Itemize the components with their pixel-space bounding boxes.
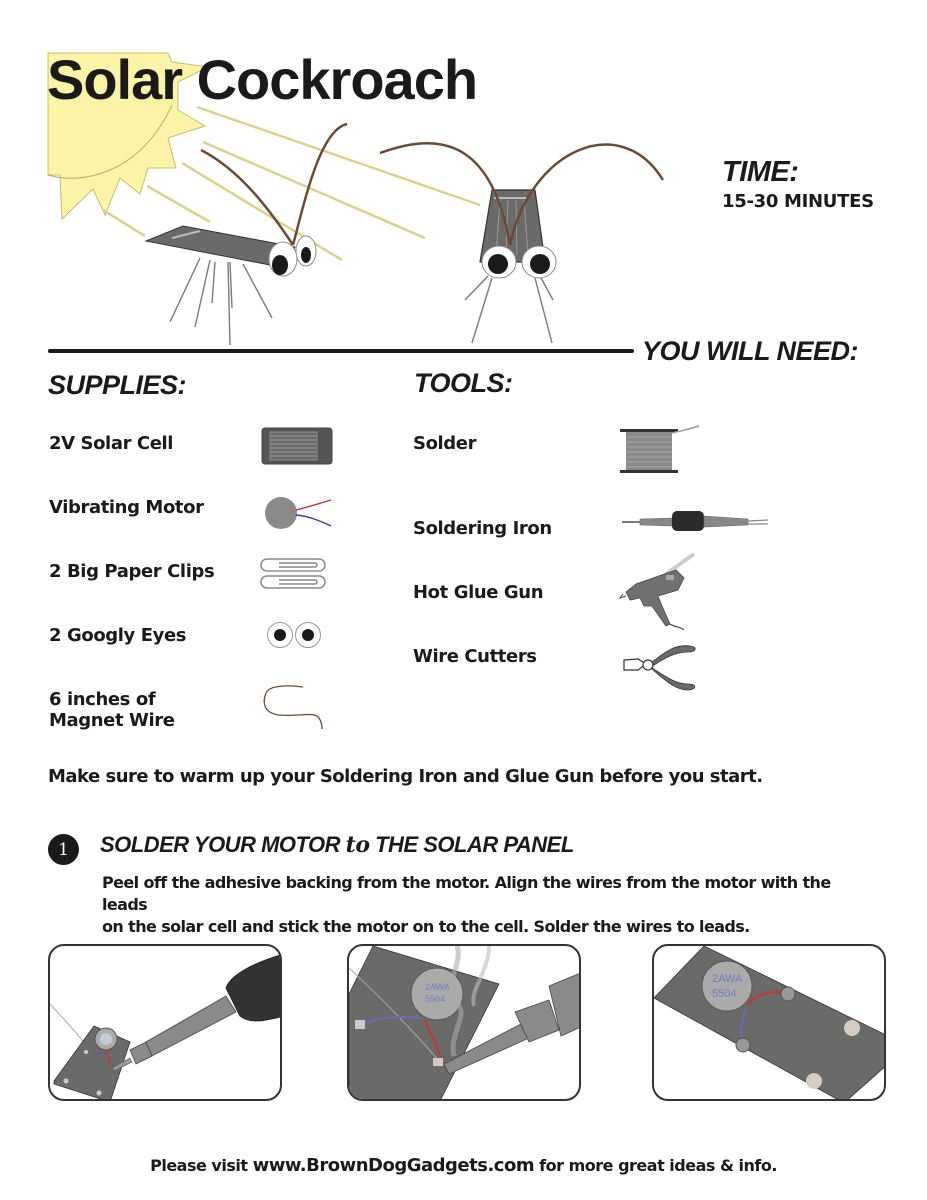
supply-label-magnet-wire-line2: Magnet Wire xyxy=(49,710,175,731)
supply-label-solar-cell: 2V Solar Cell xyxy=(49,433,174,454)
warmup-note: Make sure to warm up your Soldering Iron and Glue Gun before you start. xyxy=(48,766,763,787)
wire-cutters-icon xyxy=(620,640,700,692)
cockroach-front-icon xyxy=(380,143,663,343)
you-will-need-heading: YOU WILL NEED: xyxy=(642,336,859,366)
step-panel-3 xyxy=(652,944,886,1101)
paper-clips-icon xyxy=(259,556,329,592)
step-panel-1 xyxy=(48,944,282,1101)
soldering-motor-illustration xyxy=(349,946,581,1101)
footer-link-www[interactable]: www. xyxy=(252,1155,307,1176)
time-value: 15-30 MINUTES xyxy=(722,191,874,212)
tool-label-wire-cutters: Wire Cutters xyxy=(413,646,537,667)
footer-link-brand[interactable]: BrownDogGadgets xyxy=(306,1155,488,1176)
solar-cell-icon xyxy=(261,427,333,465)
step-description-line2: on the solar cell and stick the motor on to the cell. Solder the wires to leads. xyxy=(102,917,750,936)
step-title-part2: THE SOLAR PANEL xyxy=(369,832,574,857)
soldering-overview-illustration xyxy=(50,946,282,1101)
supplies-heading: SUPPLIES: xyxy=(48,370,187,400)
step-number-badge xyxy=(48,834,79,865)
tool-label-glue-gun: Hot Glue Gun xyxy=(413,582,544,603)
step-description xyxy=(102,872,862,938)
tool-label-soldering-iron: Soldering Iron xyxy=(413,518,552,539)
step-number: 1 xyxy=(58,839,69,860)
motor-label-line2: 5504 xyxy=(425,994,446,1004)
cockroach-side-icon xyxy=(146,124,347,345)
solder-spool-icon xyxy=(618,425,702,477)
footer-prefix: Please visit xyxy=(150,1156,253,1175)
footer-suffix: for more great ideas & info. xyxy=(534,1156,777,1175)
step-title xyxy=(100,832,574,858)
supply-label-googly-eyes: 2 Googly Eyes xyxy=(49,625,187,646)
step-title-connector: to xyxy=(345,832,370,858)
vibrating-motor-icon xyxy=(263,494,335,532)
step-panel-2 xyxy=(347,944,581,1101)
time-label: TIME: xyxy=(722,156,799,188)
supply-label-magnet-wire-line1: 6 inches of xyxy=(49,689,156,710)
footer-link-tld[interactable]: .com xyxy=(487,1155,535,1176)
tool-label-solder: Solder xyxy=(413,433,477,454)
motor-label-line1: 2AWA xyxy=(712,973,743,985)
googly-eyes-icon xyxy=(266,620,326,650)
tools-heading: TOOLS: xyxy=(414,368,513,398)
supply-label-vibrating-motor: Vibrating Motor xyxy=(49,497,204,518)
motor-label-line1: 2AWA xyxy=(425,982,450,992)
page-title: Solar Cockroach xyxy=(47,48,478,111)
step-description-line1: Peel off the adhesive backing from the motor. Align the wires from the motor with the leads xyxy=(102,873,831,914)
motor-label-line2: 5504 xyxy=(712,988,737,1000)
glue-gun-icon xyxy=(618,550,718,630)
footer xyxy=(0,1155,927,1176)
soldering-iron-icon xyxy=(620,508,772,534)
step-title-part1: SOLDER YOUR MOTOR xyxy=(100,832,346,857)
magnet-wire-icon xyxy=(259,683,329,731)
supply-label-paper-clips: 2 Big Paper Clips xyxy=(49,561,215,582)
divider-rule xyxy=(48,349,634,353)
soldered-motor-illustration xyxy=(654,946,886,1101)
